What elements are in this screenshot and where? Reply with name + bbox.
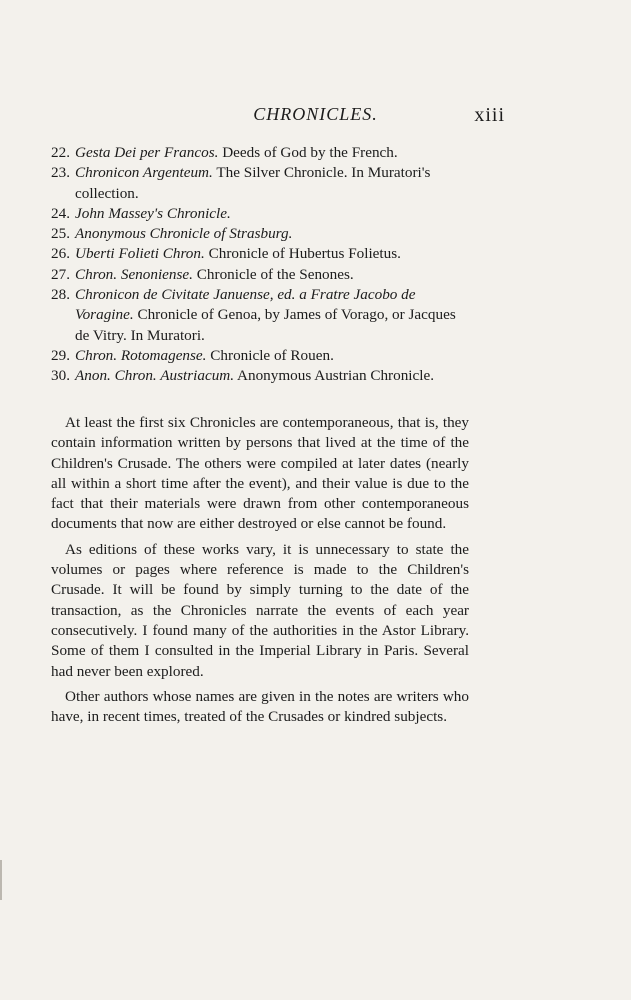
entry-title: Gesta Dei per Francos.: [75, 144, 219, 161]
entry-description: Chronicle of Genoa, by James of Vorago, or Jacques de Vitry. In Muratori.: [75, 306, 456, 344]
entry-description: The Silver Chronicle. In Muratori's collection.: [75, 164, 431, 202]
entry-number: 26.: [51, 245, 70, 263]
entry-number: 25.: [51, 225, 70, 243]
entry-number: 27.: [51, 265, 70, 283]
entry-title: Chronicon de Civitate Januense, ed. a Fratre Jacobo de Voragine.: [75, 286, 416, 324]
entry-number: 28.: [51, 286, 70, 304]
list-item: [51, 163, 469, 204]
body-text: [51, 413, 469, 732]
entry-description: Chronicle of Hubertus Folietus.: [204, 245, 401, 263]
entry-title: Anonymous Chronicle of Strasburg.: [75, 225, 293, 243]
entry-number: 23.: [51, 164, 70, 182]
list-item: [51, 346, 469, 366]
list-item: [51, 143, 469, 163]
list-item: [51, 265, 469, 285]
entry-title: Chron. Senoniense.: [75, 265, 193, 283]
entry-title: Chron. Rotomagense.: [75, 346, 207, 364]
entry-title: John Massey's Chronicle.: [75, 204, 231, 222]
entry-description: Deeds of God by the French.: [218, 144, 398, 161]
page-number: xiii: [474, 104, 505, 126]
paragraph: Other authors whose names are given in the notes are writers who have, in recent times, treated of the Crusades or kindred subjects.: [51, 687, 469, 726]
entry-description: Chronicle of the Senones.: [192, 265, 354, 283]
list-item: [51, 244, 469, 264]
page-header: [0, 104, 631, 132]
paragraph: At least the first six Chronicles are contemporaneous, that is, they contain information written by persons that lived at the time of the Children's Crusade. The others were compiled at later dates (nearly all within a short time after the event), and their value is due to the fact that their materials were drawn from other contemporaneous documents that now are either destroyed or else cannot be found.: [51, 414, 469, 533]
list-item: [51, 366, 469, 386]
entry-number: 24.: [51, 204, 70, 222]
entry-description: Anonymous Austrian Chronicle.: [234, 367, 435, 385]
entry-description: Chronicle of Rouen.: [206, 346, 334, 364]
page-edge-mark: [0, 860, 2, 900]
entry-title: Chronicon Argenteum.: [75, 164, 213, 182]
entry-title: Uberti Folieti Chron.: [75, 245, 205, 263]
running-head: CHRONICLES.: [253, 104, 378, 124]
list-item: [51, 285, 469, 346]
entry-number: 29.: [51, 346, 70, 364]
entry-number: 30.: [51, 367, 70, 385]
chronicle-list: [51, 143, 469, 387]
entry-title: Anon. Chron. Austriacum.: [75, 367, 235, 385]
list-item: [51, 224, 469, 244]
paragraph: As editions of these works vary, it is unnecessary to state the volumes or pages where reference is made to the Children's Crusade. It will be found by simply turning to the date of the transaction, as the Chronicles narrate the events of each year consecutively. I found many of the authorities in the Astor Library. Some of them I consulted in the Imperial Library in Paris. Several had never been explored.: [51, 540, 469, 680]
list-item: [51, 204, 469, 224]
entry-number: 22.: [51, 144, 70, 161]
